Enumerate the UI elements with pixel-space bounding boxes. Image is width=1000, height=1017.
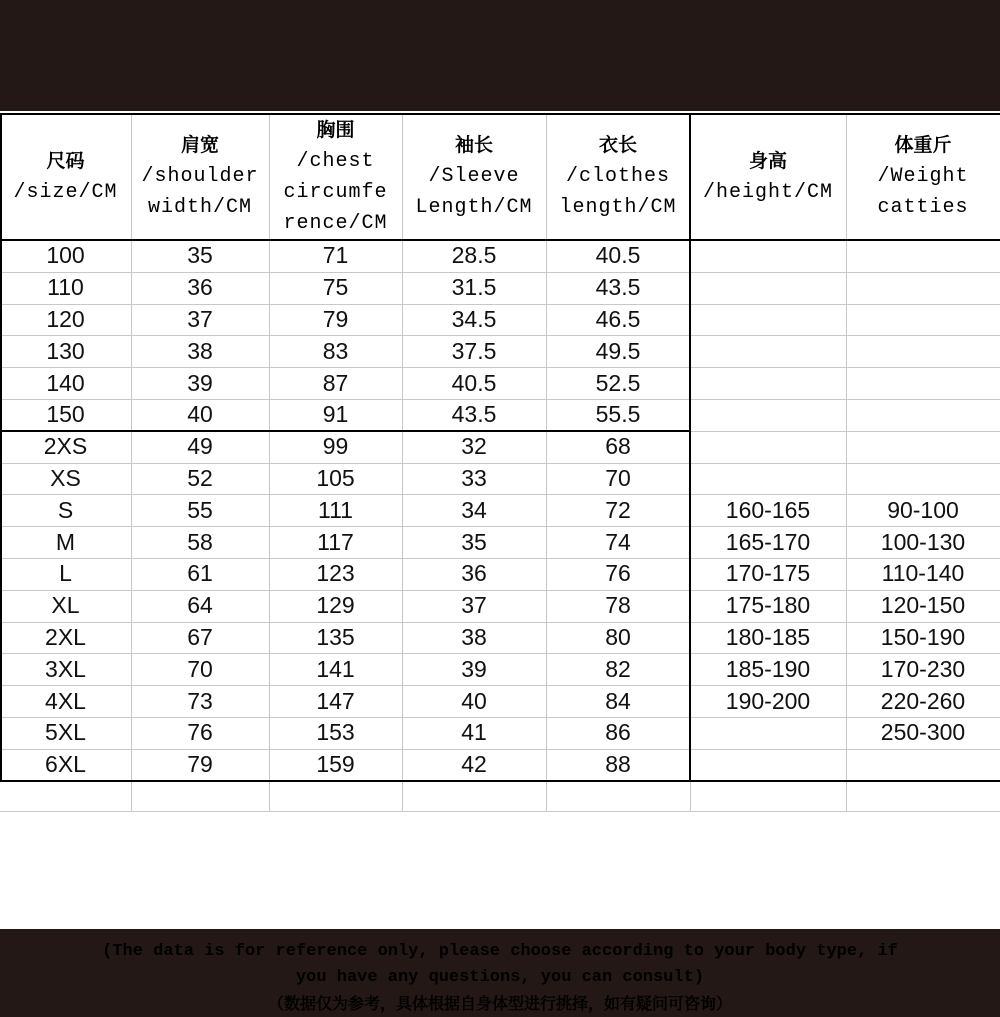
table-cell: 55.5 xyxy=(595,401,641,428)
table-cell: 52 xyxy=(187,464,213,491)
column-header-chinese: 胸围 xyxy=(316,118,355,141)
column-header xyxy=(269,113,402,240)
table-cell: 170-175 xyxy=(725,560,811,587)
table-cell: M xyxy=(55,528,76,555)
column-header xyxy=(690,113,846,240)
column-header-chinese: 衣长 xyxy=(598,134,637,156)
column-header-english: /chest xyxy=(296,149,375,173)
column-header-english: Length/CM xyxy=(415,196,533,219)
disclaimer-note xyxy=(0,939,1000,1017)
table-cell: 5XL xyxy=(45,719,86,746)
column-header-english: /Sleeve xyxy=(428,165,520,188)
column-header xyxy=(0,113,131,240)
table-cell: 105 xyxy=(316,464,355,491)
table-cell: 76 xyxy=(187,719,213,746)
table-cell: 79 xyxy=(187,751,213,778)
column-header-chinese: 肩宽 xyxy=(180,134,219,156)
column-header xyxy=(131,113,269,240)
table-cell: 72 xyxy=(605,496,631,523)
table-cell: 87 xyxy=(322,369,349,396)
table-cell: 40 xyxy=(187,401,213,428)
column-header xyxy=(402,113,546,240)
table-cell: 37 xyxy=(187,305,213,332)
table-cell: 2XL xyxy=(45,623,86,650)
table-cell: 40 xyxy=(461,687,487,714)
table-cell: 67 xyxy=(187,623,213,650)
column-header-chinese: 身高 xyxy=(748,149,787,172)
table-cell: 46.5 xyxy=(595,305,641,332)
table-cell: 159 xyxy=(316,751,355,778)
table-cell: 43.5 xyxy=(595,274,641,301)
grid-line xyxy=(0,811,1000,812)
table-cell: 35 xyxy=(461,528,487,555)
table-cell: 37.5 xyxy=(451,337,497,364)
table-cell: 79 xyxy=(322,305,349,332)
table-cell: 36 xyxy=(187,274,213,301)
table-cell: 38 xyxy=(187,337,213,364)
note-chinese-line: （数据仅为参考，具体根据自身体型进行挑择，如有疑问可咨询） xyxy=(267,994,732,1013)
table-cell: 55 xyxy=(187,496,213,523)
table-cell: 35 xyxy=(187,242,213,269)
column-header-english: /shoulder xyxy=(141,165,259,188)
column-header-english: catties xyxy=(877,196,969,219)
table-cell: 165-170 xyxy=(725,528,811,555)
size-chart xyxy=(0,111,1000,1013)
column-header-english: /size/CM xyxy=(13,180,118,204)
table-cell: 37 xyxy=(461,592,487,619)
table-cell: 43.5 xyxy=(451,401,497,428)
column-header-english: /height/CM xyxy=(702,180,834,204)
table-cell: 6XL xyxy=(45,751,86,778)
table-cell: 52.5 xyxy=(595,369,641,396)
table-cell: 110-140 xyxy=(881,560,965,587)
table-cell: 190-200 xyxy=(725,687,811,714)
table-cell: 39 xyxy=(461,655,487,682)
table-cell: L xyxy=(59,560,72,587)
column-header xyxy=(846,113,1000,240)
note-english-line-2: you have any questions, you can consult) xyxy=(295,968,705,987)
table-cell: 100-130 xyxy=(880,528,966,555)
table-cell: 123 xyxy=(316,560,355,587)
table-cell: 84 xyxy=(605,687,631,714)
column-header-english: circumfe xyxy=(283,180,388,204)
table-cell: 250-300 xyxy=(880,719,966,746)
column-header-english: /clothes xyxy=(565,165,670,188)
table-cell: 32 xyxy=(461,433,487,460)
table-cell: 175-180 xyxy=(725,592,811,619)
table-cell: 180-185 xyxy=(725,623,811,650)
table-cell: 3XL xyxy=(45,655,86,682)
table-cell: 91 xyxy=(322,401,349,428)
table-cell: 185-190 xyxy=(725,655,811,682)
table-cell: XL xyxy=(51,592,80,619)
column-header-english: /Weight xyxy=(877,165,969,188)
table-cell: 147 xyxy=(316,687,355,714)
table-cell: S xyxy=(57,496,74,523)
table-cell: 70 xyxy=(187,655,213,682)
table-cell: 80 xyxy=(605,623,631,650)
table-cell: 90-100 xyxy=(887,496,959,523)
table-cell: 88 xyxy=(605,751,631,778)
column-header-english: length/CM xyxy=(559,196,677,219)
table-cell: 36 xyxy=(461,560,487,587)
table-cell: 58 xyxy=(187,528,213,555)
table-cell: 49.5 xyxy=(595,337,641,364)
column-header xyxy=(546,113,690,240)
table-cell: 70 xyxy=(605,464,631,491)
table-cell: 220-260 xyxy=(880,687,966,714)
column-header-chinese: 尺码 xyxy=(46,149,85,172)
table-cell: 135 xyxy=(316,623,355,650)
column-header-english: rence/CM xyxy=(283,211,388,235)
table-cell: 4XL xyxy=(45,687,86,714)
table-cell: 31.5 xyxy=(451,274,497,301)
table-cell: 82 xyxy=(605,655,631,682)
table-cell: 150 xyxy=(46,401,85,428)
table-cell: 141 xyxy=(316,655,355,682)
table-cell: 71 xyxy=(322,242,349,269)
table-cell: 40.5 xyxy=(451,369,497,396)
table-cell: 68 xyxy=(605,433,631,460)
column-header-chinese: 体重斤 xyxy=(894,134,952,156)
table-cell: 150-190 xyxy=(880,623,966,650)
table-cell: XS xyxy=(50,464,81,491)
table-cell: 153 xyxy=(316,719,355,746)
table-cell: 100 xyxy=(46,242,85,269)
table-cell: 110 xyxy=(47,274,84,301)
table-cell: 75 xyxy=(322,274,349,301)
table-cell: 120 xyxy=(46,305,85,332)
table-cell: 76 xyxy=(605,560,631,587)
table-cell: 83 xyxy=(322,337,349,364)
table-cell: 49 xyxy=(187,433,213,460)
note-english-line-1: (The data is for reference only, please choose according to your body type, if xyxy=(102,942,898,961)
table-cell: 41 xyxy=(461,719,487,746)
table-cell: 38 xyxy=(461,623,487,650)
table-cell: 140 xyxy=(46,369,85,396)
table-cell: 160-165 xyxy=(725,496,811,523)
table-cell: 40.5 xyxy=(595,242,641,269)
table-cell: 28.5 xyxy=(451,242,497,269)
table-cell: 130 xyxy=(46,337,85,364)
table-cell: 74 xyxy=(605,528,631,555)
column-header-english: width/CM xyxy=(147,196,252,219)
table-cell: 64 xyxy=(187,592,213,619)
table-cell: 170-230 xyxy=(880,655,966,682)
table-cell: 86 xyxy=(605,719,631,746)
table-cell: 78 xyxy=(605,592,631,619)
table-cell: 34.5 xyxy=(451,305,497,332)
table-cell: 120-150 xyxy=(880,592,966,619)
table-cell: 99 xyxy=(322,433,349,460)
column-header-chinese: 袖长 xyxy=(454,134,493,156)
table-cell: 129 xyxy=(316,592,355,619)
table-cell: 2XS xyxy=(43,433,88,460)
table-cell: 39 xyxy=(187,369,213,396)
table-cell: 111 xyxy=(318,496,353,523)
table-cell: 61 xyxy=(187,560,213,587)
table-cell: 73 xyxy=(187,687,213,714)
table-cell: 117 xyxy=(317,528,354,555)
table-cell: 42 xyxy=(461,751,487,778)
table-cell: 33 xyxy=(461,464,487,491)
table-cell: 34 xyxy=(461,496,487,523)
